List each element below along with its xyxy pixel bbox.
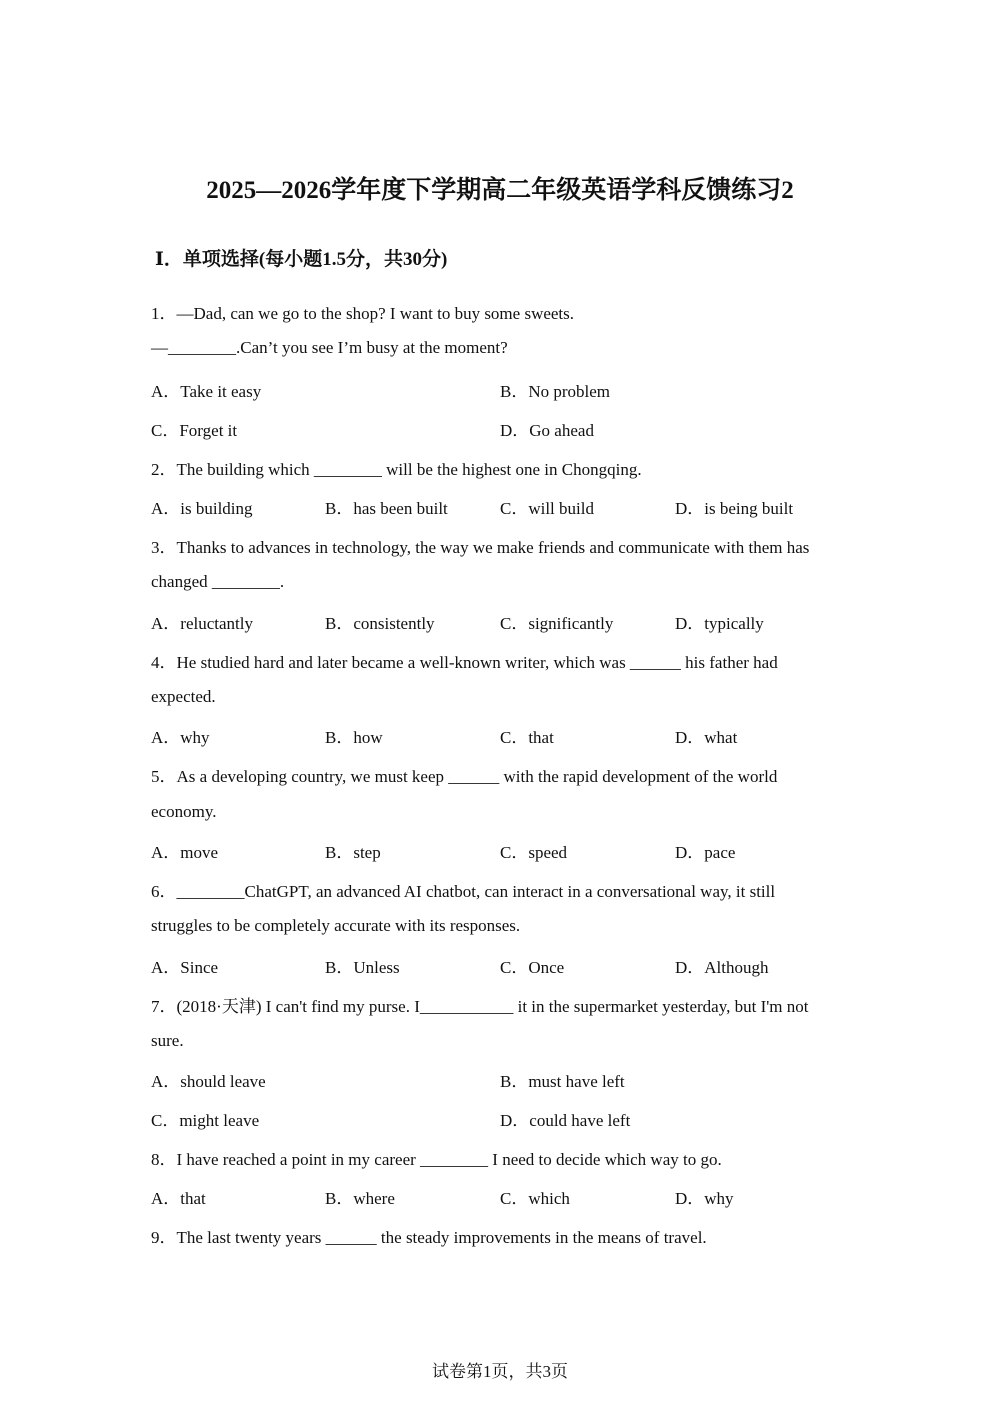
question-4-option-c: C．that: [500, 728, 554, 747]
question-2-option-c: C．will build: [500, 499, 594, 518]
question-3-stem: 3．Thanks to advances in technology, the way we make friends and communicate with them has: [151, 538, 810, 557]
question-7-option-b: B．must have left: [500, 1072, 625, 1091]
question-7-stem: sure.: [151, 1031, 184, 1050]
question-1-option-b: B．No problem: [500, 382, 611, 401]
question-3-option-c: C．significantly: [500, 614, 614, 633]
question-5-option-b: B．step: [325, 843, 381, 862]
question-5-option-c: C．speed: [500, 843, 568, 862]
question-6-option-d: D．Although: [675, 958, 769, 977]
question-4-option-d: D．what: [675, 728, 738, 747]
question-3-option-b: B．consistently: [325, 614, 435, 633]
question-1-stem: 1．—Dad, can we go to the shop? I want to buy some sweets.: [151, 304, 575, 323]
question-2-option-d: D．is being built: [675, 499, 794, 518]
question-2-stem: 2．The building which ________ will be the highest one in Chongqing.: [151, 460, 642, 479]
question-1-option-c: C．Forget it: [151, 421, 238, 440]
question-4-option-a: A．why: [151, 728, 210, 747]
question-8-option-c: C．which: [500, 1189, 570, 1208]
question-1-option-a: A．Take it easy: [151, 382, 262, 401]
question-4-option-b: B．how: [325, 728, 383, 747]
question-6-stem: 6．________ChatGPT, an advanced AI chatbot, can interact in a conversational way, it still: [151, 882, 776, 901]
question-8-option-b: B．where: [325, 1189, 395, 1208]
question-9-stem: 9．The last twenty years ______ the steady improvements in the means of travel.: [151, 1228, 707, 1247]
question-6-stem: struggles to be completely accurate with its responses.: [151, 916, 521, 935]
question-1-stem: —________.Can’t you see I’m busy at the moment?: [151, 338, 508, 357]
question-5-option-a: A．move: [151, 843, 219, 862]
question-7-stem: 7．(2018·天津) I can't find my purse. I___________ it in the supermarket yesterday, but I'm not: [151, 997, 809, 1016]
question-8-option-a: A．that: [151, 1189, 206, 1208]
question-3-option-a: A．reluctantly: [151, 614, 253, 633]
question-8-stem: 8．I have reached a point in my career ________ I need to decide which way to go.: [151, 1150, 722, 1169]
page-footer: 试卷第1页，共3页: [432, 1362, 568, 1381]
question-1-option-d: D．Go ahead: [500, 421, 594, 440]
question-7-option-c: C．might leave: [151, 1111, 260, 1130]
question-3-stem: changed ________.: [151, 572, 285, 591]
question-7-option-d: D．could have left: [500, 1111, 631, 1130]
question-6-option-a: A．Since: [151, 958, 219, 977]
question-7-option-a: A．should leave: [151, 1072, 266, 1091]
question-6-option-b: B．Unless: [325, 958, 400, 977]
question-8-option-d: D．why: [675, 1189, 734, 1208]
section-heading: Ⅰ．单项选择(每小题1.5分，共30分): [155, 249, 448, 270]
question-2-option-a: A．is building: [151, 499, 253, 518]
question-5-stem: 5．As a developing country, we must keep ______ with the rapid development of the world: [151, 767, 778, 786]
question-6-option-c: C．Once: [500, 958, 565, 977]
question-4-stem: 4．He studied hard and later became a well-known writer, which was ______ his father had: [151, 653, 778, 672]
page-title: 2025—2026学年度下学期高二年级英语学科反馈练习2: [206, 177, 794, 204]
question-2-option-b: B．has been built: [325, 499, 448, 518]
question-4-stem: expected.: [151, 687, 216, 706]
question-3-option-d: D．typically: [675, 614, 764, 633]
question-5-stem: economy.: [151, 802, 217, 821]
question-5-option-d: D．pace: [675, 843, 736, 862]
